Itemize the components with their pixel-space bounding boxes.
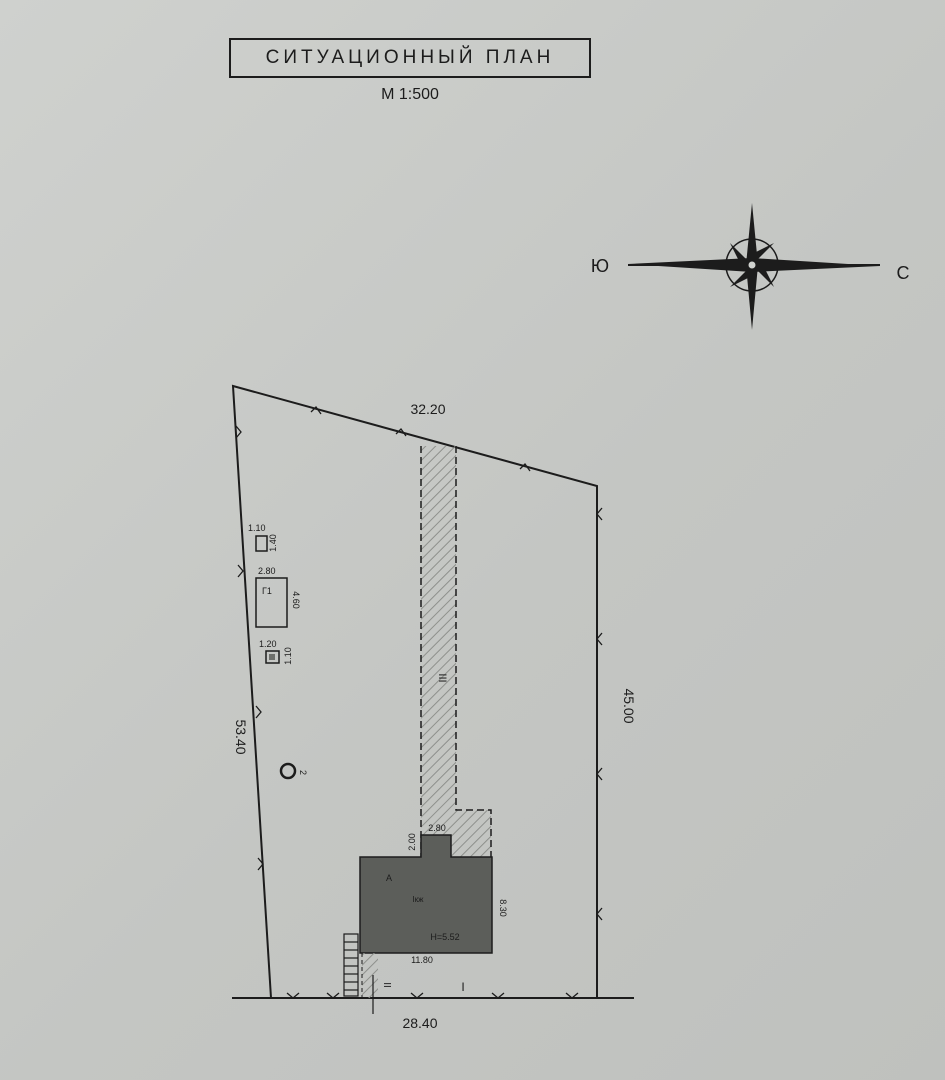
structure-3-height: 1.10	[283, 647, 293, 665]
house-height: Н=5.52	[430, 932, 460, 942]
right-edge-length: 45.00	[621, 688, 637, 724]
house-width: 11.80	[411, 955, 433, 965]
house-label-a: А	[386, 873, 393, 883]
bottom-edge-length: 28.40	[402, 1015, 438, 1031]
structure-3-width: 1.20	[259, 639, 277, 649]
walkway-zone	[362, 953, 378, 998]
plan-scale: М 1:500	[381, 86, 439, 103]
small-structure-3-fill	[269, 654, 275, 660]
plan-title-text: СИТУАЦИОННЫЙ ПЛАН	[265, 47, 555, 68]
compass-south-label: Ю	[590, 256, 610, 276]
structure-1-width: 1.10	[248, 523, 266, 533]
house-material: Ікж	[412, 895, 424, 904]
zone-1-label: I	[461, 980, 465, 994]
tree-icon	[281, 764, 295, 778]
small-structure-1	[256, 536, 267, 551]
left-edge-length: 53.40	[233, 719, 249, 755]
top-edge-length: 32.20	[410, 401, 446, 417]
zone-2-label: II	[381, 982, 392, 988]
structure-1-height: 1.40	[268, 534, 278, 552]
g1-label: Г1	[262, 586, 272, 596]
house-depth: 8.30	[498, 899, 508, 917]
porch-depth: 2.00	[407, 833, 417, 851]
compass-north-label: С	[896, 263, 910, 283]
g1-height: 4.60	[291, 591, 301, 609]
g1-width: 2.80	[258, 566, 276, 576]
porch-width: 2.80	[428, 823, 446, 833]
tree-label: 2	[298, 770, 308, 776]
zone-3-label: III	[436, 673, 448, 683]
stairs	[344, 934, 358, 996]
compass-rose-icon	[628, 203, 880, 330]
